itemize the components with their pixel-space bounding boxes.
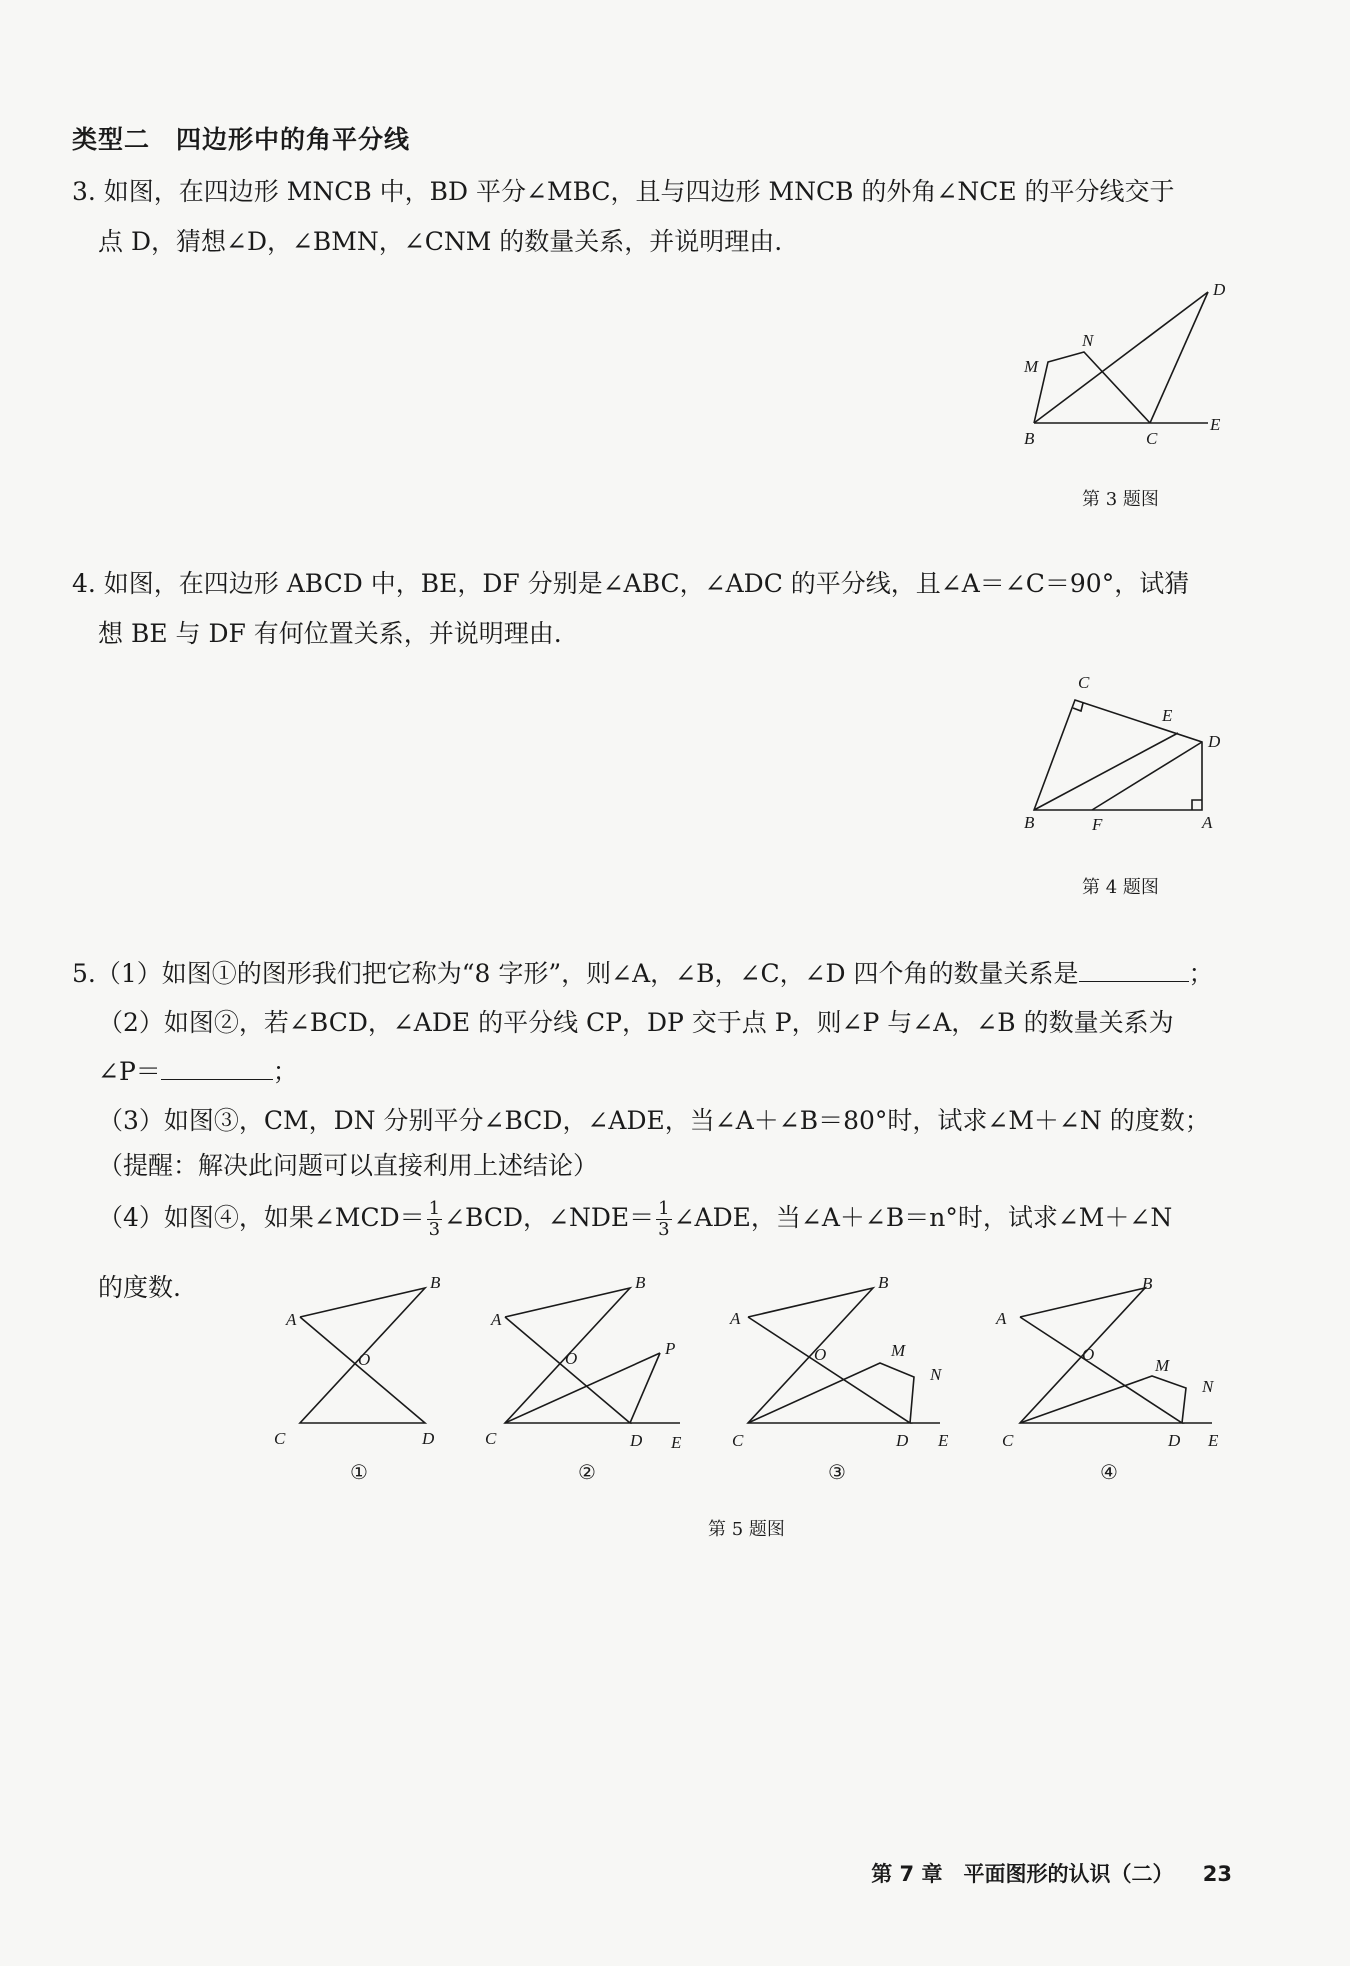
q4-caption: 第 4 题图 <box>1082 877 1159 898</box>
page-footer <box>871 1858 1232 1888</box>
q5-fig-number-4: ④ <box>1100 1460 1118 1484</box>
svg-text:C: C <box>1002 1431 1014 1450</box>
svg-text:C: C <box>485 1429 497 1448</box>
footer-chapter: 第 7 章 平面图形的认识（二） <box>871 1862 1174 1886</box>
svg-text:P: P <box>665 1339 676 1358</box>
q3-quad <box>1034 352 1150 423</box>
q3-label-E: E <box>1210 415 1221 434</box>
q5-figure-1 <box>270 1268 470 1458</box>
q4-right-angle-A <box>1192 800 1202 810</box>
q4-figure <box>1010 668 1250 848</box>
svg-text:D: D <box>630 1431 643 1450</box>
svg-text:B: B <box>430 1273 441 1292</box>
q4-label-F: F <box>1092 815 1103 834</box>
q5-caption: 第 5 题图 <box>708 1519 785 1540</box>
q4-label-E: E <box>1162 706 1173 725</box>
q4-label-C: C <box>1078 673 1090 692</box>
svg-text:B: B <box>878 1273 889 1292</box>
q5-part1-blank <box>1079 981 1189 982</box>
q4-line-DF <box>1092 742 1202 810</box>
q5-part2: （2）如图②，若∠BCD，∠ADE 的平分线 CP，DP 交于点 P，则∠P 与∠A，∠B 的数量关系为 <box>98 1008 1174 1037</box>
q5-part2-answer-text: ∠P＝ <box>98 1057 161 1086</box>
q4-line1: 4. 如图，在四边形 ABCD 中，BE，DF 分别是∠ABC，∠ADC 的平分线，且∠A＝∠C＝90°，试猜 <box>72 569 1190 598</box>
q3-label-M: M <box>1024 357 1039 376</box>
q3-line-BD <box>1034 292 1208 423</box>
q3-label-N: N <box>1082 331 1094 350</box>
q5-part3: （3）如图③，CM，DN 分别平分∠BCD，∠ADE，当∠A＋∠B＝80°时，试求∠M＋∠N 的度数； <box>98 1106 1210 1135</box>
svg-text:D: D <box>1168 1431 1181 1450</box>
q3-line-CD <box>1150 292 1208 423</box>
q5-fraction-2: $\frac{1}{3}$ <box>658 1198 670 1240</box>
svg-text:B: B <box>635 1273 646 1292</box>
q4-line2: 想 BE 与 DF 有何位置关系，并说明理由. <box>98 619 562 648</box>
q5-part4-b: ∠BCD，∠NDE＝ <box>444 1203 655 1232</box>
q5-part4-end: 的度数. <box>98 1273 181 1302</box>
q3-label-C: C <box>1146 429 1158 448</box>
q4-line-BE <box>1034 733 1178 810</box>
q5-part3-hint: （提醒：解决此问题可以直接利用上述结论） <box>98 1151 599 1180</box>
q3-caption: 第 3 题图 <box>1082 489 1159 510</box>
q5-part4 <box>98 1198 1172 1240</box>
q5-fig-number-1: ① <box>350 1460 368 1484</box>
q3-label-D: D <box>1213 280 1226 299</box>
q4-label-A: A <box>1202 813 1213 832</box>
q5-figure-3 <box>718 1268 958 1458</box>
svg-text:C: C <box>274 1429 286 1448</box>
svg-text:E: E <box>938 1431 949 1450</box>
svg-text:D: D <box>422 1429 435 1448</box>
svg-text:B: B <box>1142 1274 1153 1293</box>
svg-text:A: A <box>286 1310 297 1329</box>
svg-text:A: A <box>996 1309 1007 1328</box>
svg-text:M: M <box>891 1341 906 1360</box>
q5-part4-a: （4）如图④，如果∠MCD＝ <box>98 1203 425 1232</box>
svg-text:E: E <box>1208 1431 1219 1450</box>
svg-text:O: O <box>565 1349 578 1368</box>
q5-part2-blank <box>161 1079 273 1080</box>
svg-text:O: O <box>1082 1345 1095 1364</box>
svg-text:O: O <box>358 1350 371 1369</box>
q5-fraction-1: $\frac{1}{3}$ <box>428 1198 441 1240</box>
q5-figure-2 <box>475 1268 695 1458</box>
q4-label-B: B <box>1024 813 1035 832</box>
q5-part2-end: ； <box>272 1057 298 1086</box>
q3-line2: 点 D，猜想∠D，∠BMN，∠CNM 的数量关系，并说明理由. <box>98 227 783 256</box>
q3-line1: 3. 如图，在四边形 MNCB 中，BD 平分∠MBC，且与四边形 MNCB 的外角∠NCE 的平分线交于 <box>72 177 1175 206</box>
q5-part1-end: ； <box>1188 959 1214 988</box>
q5-part1 <box>72 954 1214 990</box>
svg-text:D: D <box>896 1431 909 1450</box>
q5-part4-c: ∠ADE，当∠A＋∠B＝n°时，试求∠M＋∠N <box>673 1203 1173 1232</box>
svg-text:A: A <box>730 1309 741 1328</box>
q3-figure <box>1010 270 1250 460</box>
q3-label-B: B <box>1024 429 1035 448</box>
svg-text:N: N <box>930 1365 942 1384</box>
q5-fig-number-2: ② <box>578 1460 596 1484</box>
q5-figure-4 <box>990 1268 1240 1458</box>
q4-label-D: D <box>1208 732 1221 751</box>
q5-part1-text: 5.（1）如图①的图形我们把它称为“8 字形”，则∠A，∠B，∠C，∠D 四个角的数量关系是 <box>72 959 1079 988</box>
svg-text:C: C <box>732 1431 744 1450</box>
section-title: 类型二 四边形中的角平分线 <box>72 125 411 154</box>
svg-text:E: E <box>671 1433 682 1452</box>
svg-text:M: M <box>1155 1356 1170 1375</box>
svg-text:A: A <box>491 1310 502 1329</box>
q5-fig-number-3: ③ <box>828 1460 846 1484</box>
svg-text:O: O <box>814 1345 827 1364</box>
page-number: 23 <box>1202 1862 1232 1886</box>
q5-part2-answer <box>98 1052 298 1088</box>
svg-text:N: N <box>1202 1377 1214 1396</box>
q4-right-angle-C <box>1073 703 1083 711</box>
